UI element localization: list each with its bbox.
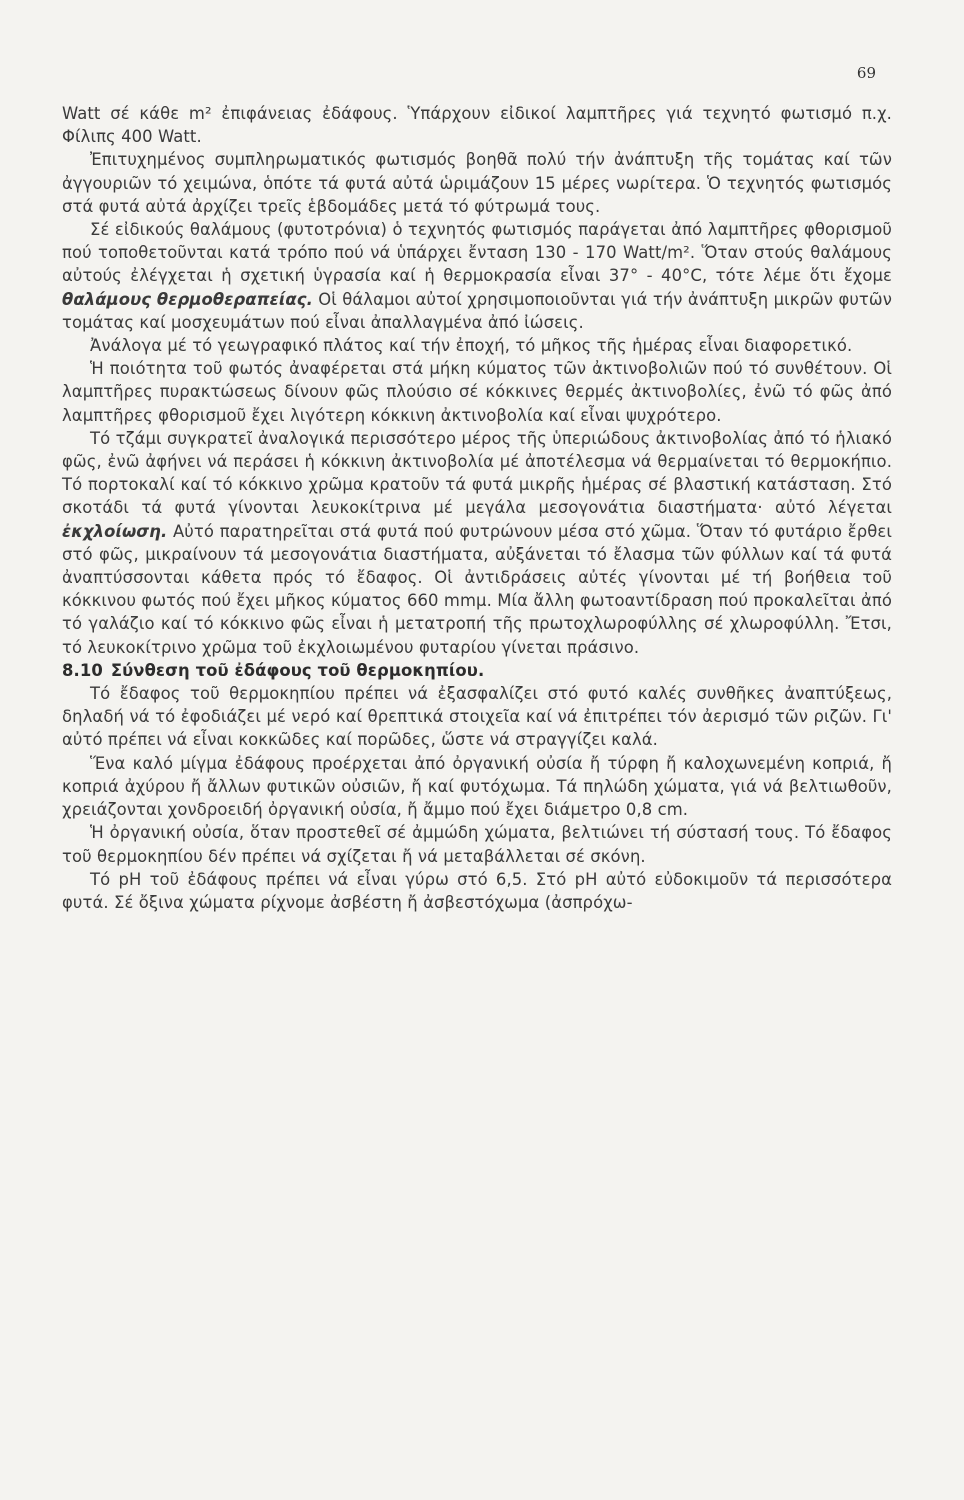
paragraph: Ἡ ποιότητα τοῦ φωτός ἀναφέρεται στά μήκη κύματος τῶν ἀκτινοβολιῶν πού τό συνθέτουν. Οἱ λαμπτῆρες πυρακτώσεως δίνουν φῶς πλούσιο σέ κόκκινες θερμές ἀκτινοβολίες, ἐνῶ τό φῶς ἀπό λαμπτῆρες φθορισμοῦ ἔχει λιγότερη κόκκινη ἀκτινοβολία καί εἶναι ψυχρότερο. — [62, 359, 892, 425]
section-heading — [62, 659, 892, 682]
paragraph: Τό ἔδαφος τοῦ θερμοκηπίου πρέπει νά ἐξασφαλίζει στό φυτό καλές συνθῆκες ἀναπτύξεως, δηλαδή νά τό ἐφοδιάζει μέ νερό καί θρεπτικά στοιχεῖα καί νά ἐπιτρέπει τόν ἀερισμό τῶν ριζῶν. Γι' αὐτό πρέπει νά εἶναι κοκκῶδες καί πορῶδες, ὥστε νά στραγγίζει καλά. — [62, 684, 892, 750]
emphasized-term: ἐκχλοίωση. — [62, 521, 168, 541]
text-block-after-heading — [62, 682, 892, 914]
paragraph-text: Οἱ θάλαμοι αὐτοί χρησιμοποιοῦνται γιά τήν ἀνάπτυξη μικρῶν φυτῶν τομάτας καί μοσχευμάτων πού εἶναι ἀπαλλαγμένα ἀπό ἰώσεις. — [62, 289, 892, 332]
paragraph — [62, 427, 892, 659]
paragraph-text: Αὐτό παρατηρεῖται στά φυτά πού φυτρώνουν μέσα στό χῶμα. Ὅταν τό φυτάριο ἔρθει στό φῶς, μικραίνουν τά μεσογονάτια διαστήματα, αὐξάνεται τό ἔλασμα τῶν φύλλων καί τά φυτά ἀναπτύσσονται κάθετα πρός τό ἔδαφος. Οἱ ἀντιδράσεις αὐτές γίνονται μέ τή βοήθεια τοῦ κόκκινου φωτός πού ἔχει μῆκος κύματος 660 mmμ. Μία ἄλλη φωτοαντίδραση πού προκαλεῖται ἀπό τό γαλάζιο καί τό κόκκινο φῶς εἶναι ἡ μετατροπή τῆς πρωτοχλωροφύλλης σέ χλωροφύλλη. Ἔτσι, τό λευκοκίτρινο χρῶμα τοῦ ἐκχλοιωμένου φυταρίου γίνεται πράσινο. — [62, 521, 892, 657]
paragraph: Ἐπιτυχημένος συμπληρωματικός φωτισμός βοηθᾶ πολύ τήν ἀνάπτυξη τῆς τομάτας καί τῶν ἀγγουριῶν τό χειμώνα, ὁπότε τά φυτά αὐτά ὡριμάζουν 15 μέρες νωρίτερα. Ὁ τεχνητός φωτισμός στά φυτά αὐτά ἀρχίζει τρεῖς ἑβδομάδες μετά τό φύτρωμά τους. — [62, 150, 892, 216]
paragraph-text: Τό τζάμι συγκρατεῖ ἀναλογικά περισσότερο μέρος τῆς ὑπεριώδους ἀκτινοβολίας ἀπό τό ἡλιακό φῶς, ἐνῶ ἀφήνει νά περάσει ἡ κόκκινη ἀκτινοβολία μέ ἀποτέλεσμα νά θερμαίνεται τό θερμοκήπιο. Τό πορτοκαλί καί τό κόκκινο χρῶμα κρατοῦν τά φυτά μικρῆς ἡμέρας σέ βλαστική κατάσταση. Στό σκοτάδι τά φυτά γίνονται λευκοκίτρινα μέ μεγάλα μεσογονάτια διαστήματα· αὐτό λέγεται — [62, 428, 892, 518]
paragraph: Ἀνάλογα μέ τό γεωγραφικό πλάτος καί τήν ἐποχή, τό μῆκος τῆς ἡμέρας εἶναι διαφορετικό. — [90, 336, 853, 356]
section-number: 8.10 — [62, 660, 103, 680]
section-title: Σύνθεση τοῦ ἐδάφους τοῦ θερμοκηπίου. — [110, 660, 485, 680]
paragraph: Ἕνα καλό μίγμα ἐδάφους προέρχεται ἀπό ὀργανική οὐσία ἤ τύρφη ἤ καλοχωνεμένη κοπριά, ἤ κοπριά ἀχύρου ἤ ἄλλων φυτικῶν οὐσιῶν, ἤ καί φυτόχωμα. Τά πηλώδη χώματα, γιά νά βελτιωθοῦν, χρειάζονται χονδροειδή ὀργανική οὐσία, ἤ ἄμμο πού ἔχει διάμετρο 0,8 cm. — [62, 753, 892, 820]
text-block-before-heading — [62, 102, 892, 659]
emphasized-term: θαλάμους θερμοθεραπείας. — [62, 289, 313, 309]
page-number: 69 — [856, 64, 876, 82]
paragraph: Watt σέ κάθε m² ἐπιφάνειας ἐδάφους. Ὑπάρχουν εἰδικοί λαμπτῆρες γιά τεχνητό φωτισμό π.χ. Φίλιπς 400 Watt. — [62, 104, 892, 147]
paragraph: Ἡ ὀργανική οὐσία, ὅταν προστεθεῖ σέ ἀμμώδη χώματα, βελτιώνει τή σύστασή τους. Τό ἔδαφος τοῦ θερμοκηπίου δέν πρέπει νά σχίζεται ἤ νά μεταβάλλεται σέ σκόνη. — [62, 823, 892, 866]
body-text — [62, 102, 892, 914]
paragraph: Τό pH τοῦ ἐδάφους πρέπει νά εἶναι γύρω στό 6,5. Στό pH αὐτό εὐδοκιμοῦν τά περισσότερα φυτά. Σέ ὄξινα χώματα ρίχνομε ἀσβέστη ἤ ἀσβεστόχωμα (ἀσπρόχω- — [62, 869, 892, 912]
paragraph — [62, 218, 892, 334]
paragraph-text: Σέ εἰδικούς θαλάμους (φυτοτρόνια) ὁ τεχνητός φωτισμός παράγεται ἀπό λαμπτῆρες φθορισμοῦ πού τοποθετοῦνται κατά τρόπο πού νά ὑπάρχει ἔνταση 130 - 170 Watt/m². Ὅταν στούς θαλάμους αὐτούς ἐλέγχεται ἡ σχετική ὑγρασία καί ἡ θερμοκρασία εἶναι 37° - 40°C, τότε λέμε ὅτι ἔχομε — [62, 220, 892, 286]
